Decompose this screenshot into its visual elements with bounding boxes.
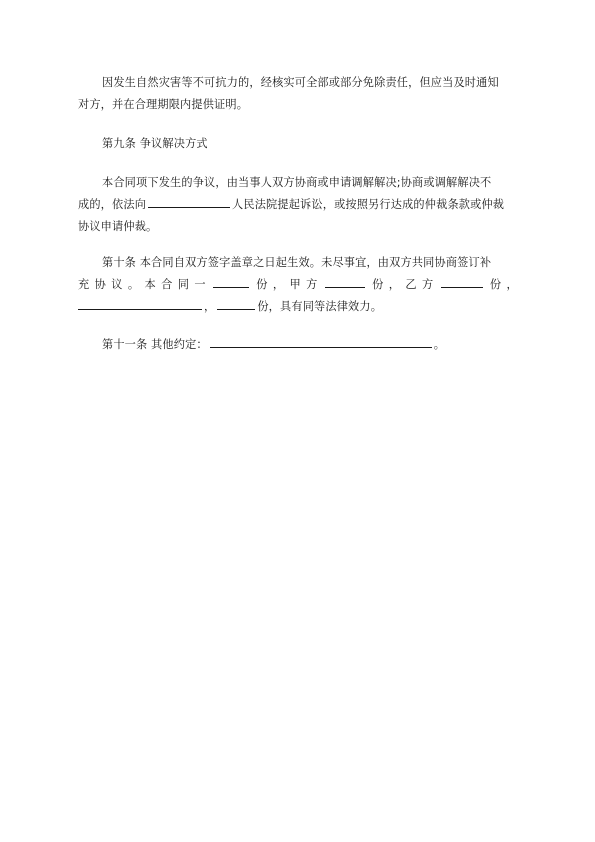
- char: 合: [161, 278, 173, 291]
- char: ，: [272, 278, 285, 291]
- char: 议: [111, 278, 123, 291]
- paragraph-line: [78, 172, 518, 194]
- other-agreement-blank[interactable]: [210, 334, 432, 348]
- char: 乙: [405, 278, 417, 291]
- copies-total-blank[interactable]: [213, 274, 249, 288]
- force-majeure-paragraph: [78, 72, 518, 116]
- char: ，: [506, 278, 518, 291]
- text: 。: [433, 338, 446, 351]
- char: 本: [144, 278, 156, 291]
- text: 本合同项下发生的争议，由当事人双方协商或申请调解解决;协商或调解解决不: [102, 176, 492, 189]
- char: 一: [194, 278, 206, 291]
- char: 方: [306, 278, 318, 291]
- char: 方: [421, 278, 434, 291]
- text: 因发生自然灾害等不可抗力的，经核实可全部或部分免除责任，但应当及时通知: [102, 76, 499, 89]
- paragraph-line: 协议申请仲裁。: [78, 220, 158, 233]
- paragraph-line: [78, 194, 518, 216]
- text: ，: [204, 300, 216, 313]
- text: 人民法院提起诉讼，或按照另行达成的仲裁条款或仲裁: [232, 198, 505, 211]
- other-party-copies-blank[interactable]: [217, 296, 255, 310]
- party-b-copies-blank[interactable]: [441, 274, 483, 288]
- char: 充: [78, 278, 90, 291]
- char: 甲: [289, 278, 301, 291]
- paragraph-line: [78, 252, 518, 274]
- court-name-blank[interactable]: [148, 194, 230, 208]
- article-11-body: [78, 334, 518, 356]
- char: 份: [372, 278, 384, 291]
- text: 第十条 本合同自双方签字盖章之日起生效。未尽事宜，由双方共同协商签订补: [102, 256, 492, 269]
- article-9-body: [78, 172, 518, 238]
- char: 份: [489, 278, 502, 291]
- article-10-body: [78, 252, 518, 318]
- char: 同: [177, 278, 190, 291]
- heading-text: 第九条 争议解决方式: [102, 137, 208, 150]
- text: 成的，依法向: [78, 198, 147, 211]
- text: 第十一条 其他约定：: [102, 338, 208, 351]
- text: 份，具有同等法律效力。: [257, 300, 383, 313]
- char: 份: [256, 278, 268, 291]
- paragraph-line: 对方，并在合理期限内提供证明。: [78, 98, 249, 111]
- paragraph-line: [78, 296, 518, 318]
- paragraph-line: [78, 274, 518, 296]
- other-party-blank[interactable]: [78, 296, 202, 310]
- party-a-copies-blank[interactable]: [325, 274, 365, 288]
- article-9-heading: [78, 133, 518, 155]
- char: ，: [388, 278, 401, 291]
- paragraph-line: [78, 72, 518, 94]
- char: 协: [94, 278, 106, 291]
- paragraph-line: [78, 334, 518, 356]
- char: 。: [127, 278, 140, 291]
